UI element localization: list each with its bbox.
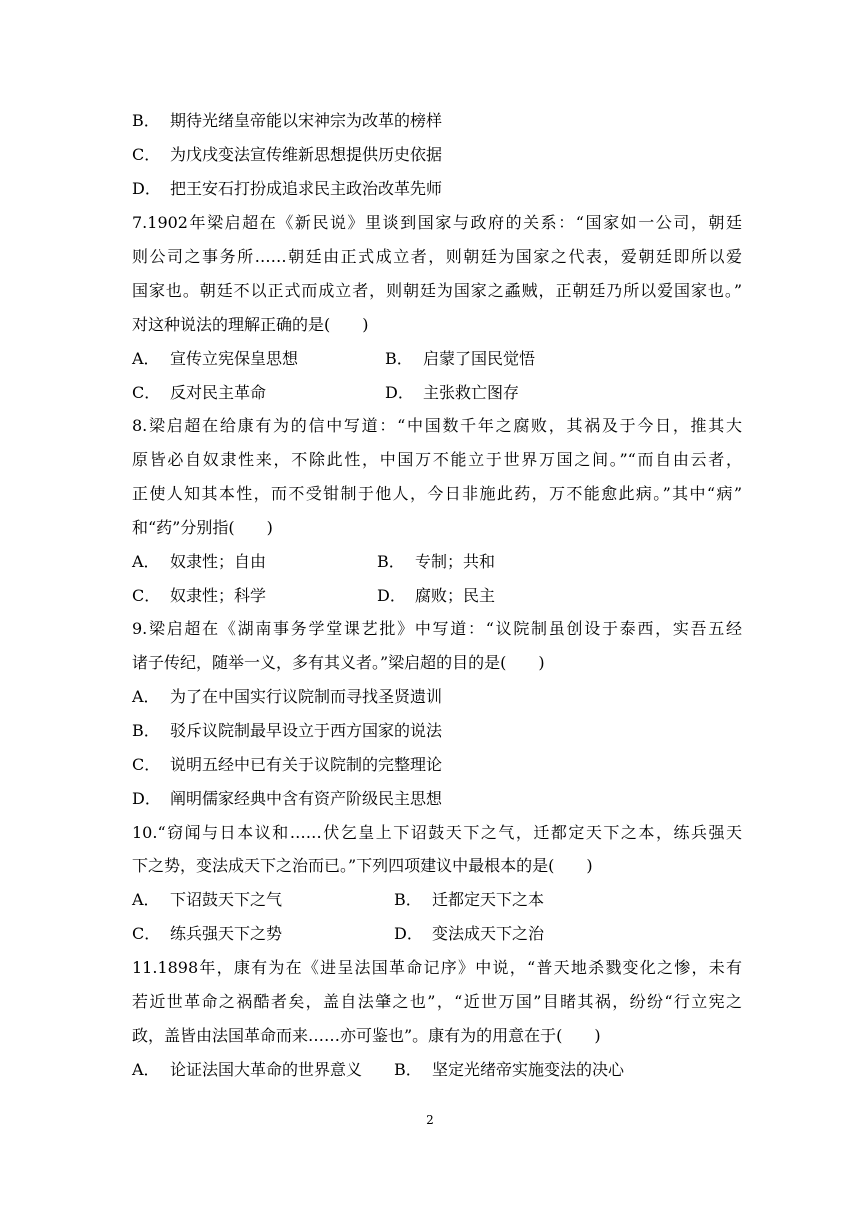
option-text: 奴隶性；科学 bbox=[170, 586, 267, 605]
question-7-line: 国家也。朝廷不以正式而成立者，则朝廷为国家之蟊贼，正朝廷乃所以爱国家也。” bbox=[132, 281, 742, 300]
option-text: 为了在中国实行议院制而寻找圣贤遗训 bbox=[170, 687, 443, 706]
page-number: 2 bbox=[426, 1113, 434, 1127]
question-7-line: 对这种说法的理解正确的是( ) bbox=[132, 315, 369, 334]
option-letter: B． bbox=[385, 349, 413, 368]
option-text: 启蒙了国民觉悟 bbox=[423, 349, 536, 368]
option-text: 论证法国大革命的世界意义 bbox=[170, 1060, 363, 1079]
option-text: 专制；共和 bbox=[415, 552, 496, 571]
option-letter: B． bbox=[394, 890, 422, 909]
question-9-line: 诸子传纪，随举一义，多有其义者。”梁启超的目的是( ) bbox=[132, 653, 545, 672]
question-11-line: 若近世革命之祸酷者矣，盖自法肇之也”，“近世万国”目睹其祸，纷纷“行立宪之 bbox=[132, 992, 742, 1011]
option-text: 变法成天下之治 bbox=[432, 924, 545, 943]
question-10-line: 10.“窃闻与日本议和……伏乞皇上下诏鼓天下之气，迁都定天下之本，练兵强天 bbox=[132, 823, 742, 842]
option-letter: A． bbox=[132, 890, 160, 909]
question-10-line: 下之势，变法成天下之治而已。”下列四项建议中最根本的是( ) bbox=[132, 856, 593, 875]
option-text: 迁都定天下之本 bbox=[432, 890, 545, 909]
question-8-line: 和“药”分别指( ) bbox=[132, 518, 273, 537]
option-letter: C． bbox=[132, 924, 161, 943]
option-letter: A． bbox=[132, 1060, 160, 1079]
question-8-line: 8.梁启超在给康有为的信中写道：“中国数千年之腐败，其祸及于今日，推其大 bbox=[132, 416, 742, 435]
question-8-line: 正使人知其本性，而不受钳制于他人，今日非施此药，万不能愈此病。”其中“病” bbox=[132, 484, 742, 503]
option-text: 说明五经中已有关于议院制的完整理论 bbox=[170, 755, 443, 774]
option-letter: D． bbox=[132, 179, 161, 198]
option-text: 下诏鼓天下之气 bbox=[170, 890, 283, 909]
option-letter: B． bbox=[394, 1060, 422, 1079]
option-text: 反对民主革命 bbox=[170, 383, 267, 402]
option-letter: C． bbox=[132, 755, 161, 774]
option-letter: B． bbox=[132, 111, 160, 130]
option-text: 为戊戌变法宣传维新思想提供历史依据 bbox=[170, 145, 443, 164]
option-text: 练兵强天下之势 bbox=[170, 924, 283, 943]
option-letter: B． bbox=[132, 721, 160, 740]
option-letter: D． bbox=[377, 586, 406, 605]
option-letter: C． bbox=[132, 145, 161, 164]
option-letter: A． bbox=[132, 349, 160, 368]
question-9-line: 9.梁启超在《湖南事务学堂课艺批》中写道：“议院制虽创设于泰西，实吾五经 bbox=[132, 619, 742, 638]
option-letter: A． bbox=[132, 687, 160, 706]
question-8-line: 原皆必自奴隶性来，不除此性，中国万不能立于世界万国之间。”“而自由云者， bbox=[132, 450, 742, 469]
option-text: 宣传立宪保皇思想 bbox=[170, 349, 299, 368]
option-text: 坚定光绪帝实施变法的决心 bbox=[432, 1060, 625, 1079]
option-letter: C． bbox=[132, 383, 161, 402]
option-letter: A． bbox=[132, 552, 160, 571]
option-letter: B． bbox=[377, 552, 405, 571]
option-text: 把王安石打扮成追求民主政治改革先师 bbox=[170, 179, 443, 198]
question-7-line: 7.1902年梁启超在《新民说》里谈到国家与政府的关系：“国家如一公司，朝廷 bbox=[132, 213, 742, 232]
option-letter: D． bbox=[385, 383, 414, 402]
option-text: 阐明儒家经典中含有资产阶级民主思想 bbox=[170, 789, 443, 808]
option-text: 驳斥议院制最早设立于西方国家的说法 bbox=[170, 721, 443, 740]
option-text: 主张救亡图存 bbox=[423, 383, 520, 402]
option-text: 期待光绪皇帝能以宋神宗为改革的榜样 bbox=[170, 111, 443, 130]
option-letter: D． bbox=[132, 789, 161, 808]
option-text: 腐败；民主 bbox=[415, 586, 496, 605]
question-7-line: 则公司之事务所……朝廷由正式成立者，则朝廷为国家之代表，爱朝廷即所以爱 bbox=[132, 247, 742, 266]
option-text: 奴隶性；自由 bbox=[170, 552, 267, 571]
option-letter: C． bbox=[132, 586, 161, 605]
option-letter: D． bbox=[394, 924, 423, 943]
question-11-line: 11.1898年，康有为在《进呈法国革命记序》中说，“普天地杀戮变化之惨，未有 bbox=[132, 958, 742, 977]
question-11-line: 政，盖皆由法国革命而来……亦可鉴也”。康有为的用意在于( ) bbox=[132, 1026, 601, 1045]
